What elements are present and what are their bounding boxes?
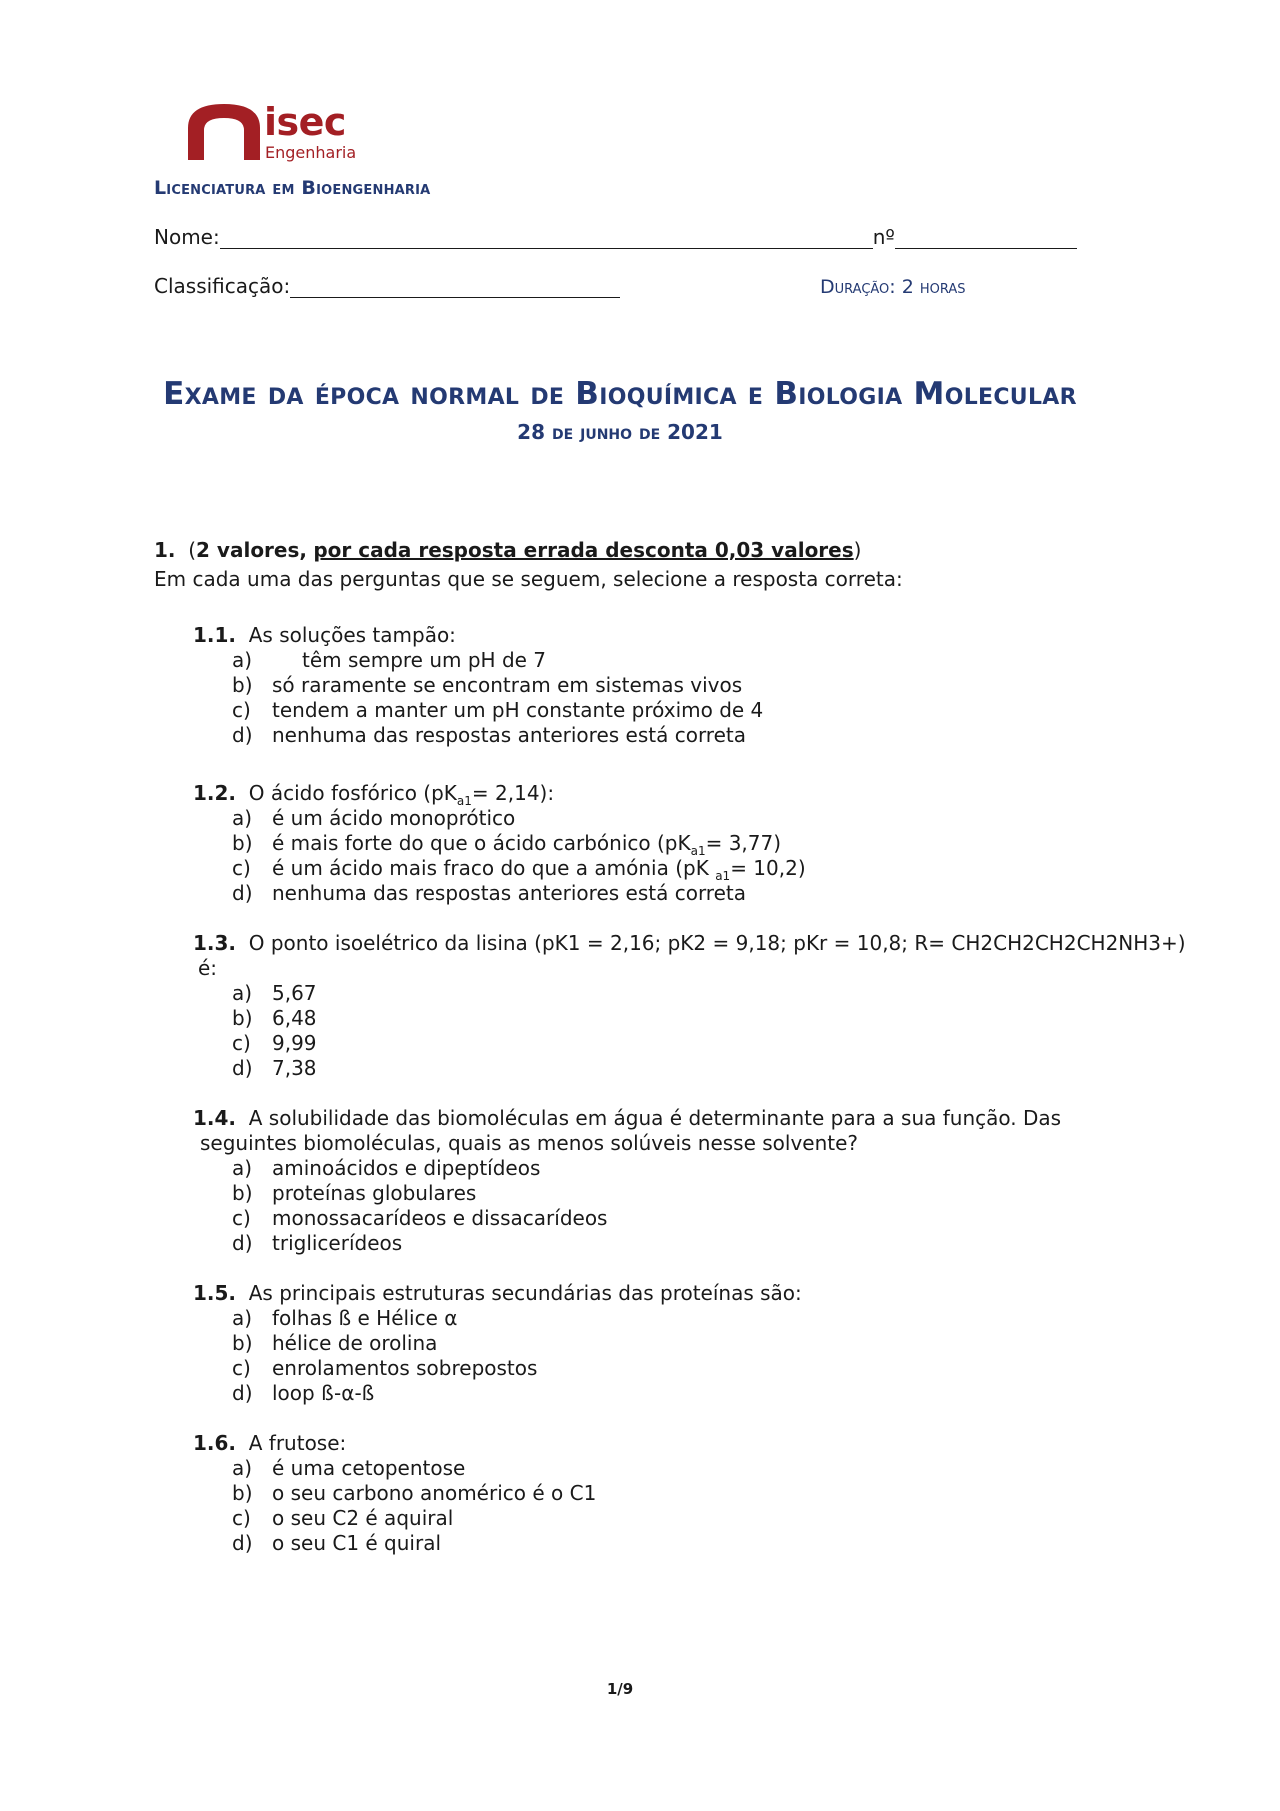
logo-name: isec [264,100,346,144]
option-letter: a) [232,648,253,672]
program-name: Licenciatura em Bioengenharia [154,177,431,199]
option-text: só raramente se encontram em sistemas vivos [272,673,743,697]
logo-subtitle: Engenharia [265,143,357,162]
subquestion-text: As principais estruturas secundárias das proteínas são: [248,1281,802,1305]
option-text: tendem a manter um pH constante próximo de 4 [272,698,764,722]
option-text: 7,38 [272,1056,317,1080]
subquestion-number: 1.3. [193,931,237,955]
subquestion-text: As soluções tampão: [248,623,456,647]
option-text: loop ß-α-ß [272,1381,375,1405]
option-letter: d) [232,881,253,905]
subquestion-1-1 [193,623,456,648]
option-1-1-a[interactable] [232,648,546,673]
option-letter: d) [232,1381,253,1405]
option-1-4-d[interactable] [232,1231,402,1256]
option-1-5-b[interactable] [232,1331,437,1356]
option-text: o seu C1 é quiral [272,1531,442,1555]
option-text: têm sempre um pH de 7 [302,648,547,672]
classificacao-label: Classificação: [154,274,291,298]
option-letter: c) [232,856,251,880]
option-letter: b) [232,1006,253,1030]
option-1-5-d[interactable] [232,1381,374,1406]
option-text: é um ácido monoprótico [272,806,516,830]
subquestion-number: 1.4. [193,1106,237,1130]
subquestion-number: 1.1. [193,623,237,647]
subquestion-1-5 [193,1281,802,1306]
option-1-6-d[interactable] [232,1531,441,1556]
subscript: a1 [456,794,472,808]
option-letter: c) [232,698,251,722]
option-1-1-c[interactable] [232,698,763,723]
option-1-4-c[interactable] [232,1206,607,1231]
option-text: é uma cetopentose [272,1456,466,1480]
subscript: a1 [715,869,731,883]
option-text: folhas ß e Hélice α [272,1306,458,1330]
option-letter: d) [232,1056,253,1080]
option-letter: c) [232,1206,251,1230]
option-text: enrolamentos sobrepostos [272,1356,538,1380]
subquestion-1-3-cont: é: [198,956,218,980]
option-letter: a) [232,1156,253,1180]
subquestion-1-4 [193,1106,1061,1131]
subquestion-number: 1.6. [193,1431,237,1455]
option-1-3-a[interactable] [232,981,317,1006]
option-letter: d) [232,723,253,747]
option-letter: c) [232,1356,251,1380]
option-text: nenhuma das respostas anteriores está correta [272,723,746,747]
option-letter: b) [232,673,253,697]
option-text: 6,48 [272,1006,317,1030]
option-1-1-d[interactable] [232,723,746,748]
option-letter: d) [232,1231,253,1255]
exam-title: Exame da época normal de Bioquímica e Biologia Molecular [163,376,1077,412]
option-1-3-d[interactable] [232,1056,317,1081]
option-1-6-a[interactable] [232,1456,465,1481]
question-1-intro: Em cada uma das perguntas que se seguem, selecione a resposta correta: [154,567,903,591]
page-number: 1/9 [606,1680,634,1698]
question-1-header: 1. (2 valores, por cada resposta errada desconta 0,03 valores) [154,538,862,562]
classificacao-field[interactable] [290,277,620,298]
option-1-3-b[interactable] [232,1006,317,1031]
option-text: hélice de orolina [272,1331,438,1355]
option-1-5-a[interactable] [232,1306,457,1331]
option-text: o seu C2 é aquiral [272,1506,454,1530]
option-letter: a) [232,1456,253,1480]
subquestion-1-4-cont: seguintes biomoléculas, quais as menos solúveis nesse solvente? [200,1131,859,1155]
option-letter: b) [232,1331,253,1355]
nome-row [154,225,1077,249]
exam-date: 28 de junho de 2021 [517,420,723,444]
subquestion-number: 1.5. [193,1281,237,1305]
subquestion-text-end: = 2,14): [471,781,555,805]
option-letter: a) [232,1306,253,1330]
subquestion-text: A solubilidade das biomoléculas em água é determinante para a sua função. Das [248,1106,1062,1130]
option-1-1-b[interactable] [232,673,742,698]
subquestion-number: 1.2. [193,781,237,805]
option-letter: b) [232,1481,253,1505]
option-text: o seu carbono anomérico é o C1 [272,1481,597,1505]
option-text: 9,99 [272,1031,317,1055]
subquestion-text: A frutose: [248,1431,347,1455]
option-letter: b) [232,831,253,855]
option-letter: c) [232,1031,251,1055]
option-1-3-c[interactable] [232,1031,317,1056]
option-1-6-c[interactable] [232,1506,453,1531]
option-text: 5,67 [272,981,317,1005]
option-text-end: = 10,2) [730,856,806,880]
subquestion-text: O ponto isoelétrico da lisina (pK1 = 2,16; pK2 = 9,18; pKr = 10,8; R= CH2CH2CH2CH2NH3+) [248,931,1186,955]
classificacao-row [154,274,620,298]
question-1-number: 1. [154,538,176,562]
option-text: é um ácido mais fraco do que a amónia (pK [272,856,716,880]
question-1-points: 2 valores, [196,538,307,562]
option-letter: d) [232,1531,253,1555]
option-1-2-d[interactable] [232,881,746,906]
option-1-5-c[interactable] [232,1356,537,1381]
option-text: é mais forte do que o ácido carbónico (pK [272,831,691,855]
subquestion-text: O ácido fosfórico (pK [248,781,457,805]
option-text: triglicerídeos [272,1231,403,1255]
option-1-4-a[interactable] [232,1156,540,1181]
option-text: proteínas globulares [272,1181,477,1205]
option-text-end: = 3,77) [705,831,782,855]
option-text: nenhuma das respostas anteriores está correta [272,881,746,905]
subquestion-1-6 [193,1431,346,1456]
numero-label: nº [872,225,895,249]
question-1-penalty: por cada resposta errada desconta 0,03 valores [313,538,854,562]
option-1-4-b[interactable] [232,1181,476,1206]
subscript: a1 [690,844,706,858]
option-letter: a) [232,806,253,830]
duracao-label: Duração: 2 horas [820,276,966,298]
option-text: aminoácidos e dipeptídeos [272,1156,541,1180]
nome-field[interactable] [220,228,873,249]
option-letter: c) [232,1506,251,1530]
option-1-2-a[interactable] [232,806,515,831]
option-letter: a) [232,981,253,1005]
option-text: monossacarídeos e dissacarídeos [272,1206,608,1230]
subquestion-1-3 [193,931,1186,956]
nome-label: Nome: [154,225,220,249]
numero-field[interactable] [895,228,1077,249]
option-1-6-b[interactable] [232,1481,596,1506]
option-letter: b) [232,1181,253,1205]
